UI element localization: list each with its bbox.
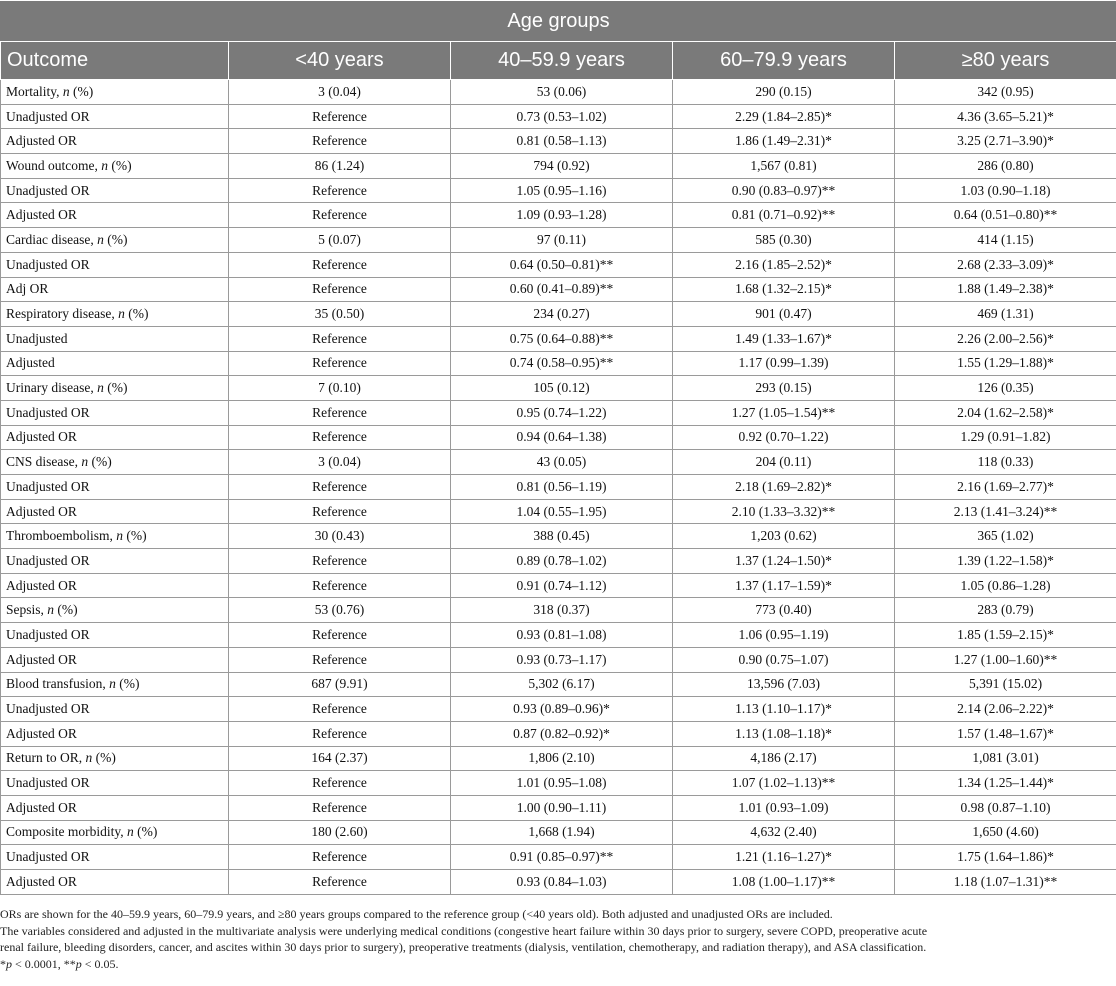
label-suffix: (%) [69,83,94,99]
label-text: Adjusted OR [6,651,77,667]
cell-group-3: 1.27 (1.05–1.54)** [673,400,895,425]
cell-group-3: 901 (0.47) [673,302,895,327]
cell-group-3: 4,186 (2.17) [673,746,895,771]
row-label [1,672,229,697]
label-text: Adjusted OR [6,799,77,815]
label-text: Unadjusted OR [6,478,90,494]
table-row [1,351,1116,376]
footnote-line: renal failure, bleeding disorders, cancer, and ascites within 30 days prior to surgery), preoperative treatments (dialysis, ventilation, chemotherapy, and radiation therapy), and ASA classification. [0,940,927,954]
cell-group-4: 2.16 (1.69–2.77)* [895,475,1116,500]
cell-group-1: 164 (2.37) [229,746,451,771]
cell-group-3: 293 (0.15) [673,376,895,401]
row-label [1,178,229,203]
cell-group-2: 1.05 (0.95–1.16) [451,178,673,203]
cell-group-2: 0.81 (0.58–1.13) [451,129,673,154]
cell-group-1: Reference [229,104,451,129]
table-row [1,425,1116,450]
cell-group-3: 1.13 (1.10–1.17)* [673,697,895,722]
cell-group-2: 0.60 (0.41–0.89)** [451,277,673,302]
cell-group-1: Reference [229,129,451,154]
cell-group-4: 2.26 (2.00–2.56)* [895,326,1116,351]
cell-group-4: 1.85 (1.59–2.15)* [895,623,1116,648]
cell-group-3: 1.08 (1.00–1.17)** [673,870,895,895]
cell-group-2: 105 (0.12) [451,376,673,401]
label-suffix: (%) [88,454,112,470]
label-text: Unadjusted [6,330,68,346]
table-row [1,277,1116,302]
cell-group-1: 86 (1.24) [229,154,451,179]
table-row [1,746,1116,771]
label-text: Return to OR, [6,750,86,766]
table-row [1,524,1116,549]
row-label [1,795,229,820]
label-suffix: (%) [115,676,140,692]
table-row [1,573,1116,598]
cell-group-1: Reference [229,178,451,203]
table-footnotes [0,906,1116,972]
cell-group-2: 234 (0.27) [451,302,673,327]
age-groups-header: Age groups [1,1,1116,42]
table-row [1,697,1116,722]
cell-group-1: Reference [229,697,451,722]
cell-group-4: 1.34 (1.25–1.44)* [895,771,1116,796]
cell-group-3: 1.01 (0.93–1.09) [673,795,895,820]
cell-group-1: Reference [229,795,451,820]
cell-group-3: 2.18 (1.69–2.82)* [673,475,895,500]
cell-group-2: 1.00 (0.90–1.11) [451,795,673,820]
cell-group-4: 1.27 (1.00–1.60)** [895,647,1116,672]
cell-group-2: 0.89 (0.78–1.02) [451,549,673,574]
cell-group-3: 1.17 (0.99–1.39) [673,351,895,376]
row-label [1,697,229,722]
row-label [1,549,229,574]
cell-group-2: 318 (0.37) [451,598,673,623]
label-suffix: (%) [123,528,147,544]
cell-group-4: 1,650 (4.60) [895,820,1116,845]
cell-group-1: Reference [229,573,451,598]
label-text: Unadjusted OR [6,849,90,865]
cell-group-2: 1.01 (0.95–1.08) [451,771,673,796]
row-label [1,647,229,672]
table-row [1,228,1116,253]
table-row [1,820,1116,845]
row-label [1,623,229,648]
label-n: n [47,602,55,618]
table-row [1,252,1116,277]
cell-group-3: 1.68 (1.32–2.15)* [673,277,895,302]
row-label [1,845,229,870]
cell-group-4: 2.13 (1.41–3.24)** [895,499,1116,524]
row-label [1,80,229,105]
column-header-row [1,42,1116,80]
table-row [1,400,1116,425]
cell-group-2: 0.93 (0.73–1.17) [451,647,673,672]
cell-group-2: 0.91 (0.74–1.12) [451,573,673,598]
cell-group-4: 126 (0.35) [895,376,1116,401]
label-text: Unadjusted OR [6,626,90,642]
cell-group-3: 1.21 (1.16–1.27)* [673,845,895,870]
cell-group-1: Reference [229,277,451,302]
table-body [1,80,1116,895]
cell-group-1: Reference [229,549,451,574]
group-header-row [1,1,1116,42]
label-text: Wound outcome, [6,157,102,173]
table-row [1,549,1116,574]
cell-group-4: 414 (1.15) [895,228,1116,253]
sig-p: p [75,956,82,971]
label-text: Unadjusted OR [6,108,90,124]
cell-group-2: 0.87 (0.82–0.92)* [451,721,673,746]
row-label [1,400,229,425]
cell-group-4: 1.03 (0.90–1.18) [895,178,1116,203]
row-label [1,771,229,796]
row-label [1,870,229,895]
label-n: n [101,157,109,173]
table-row [1,302,1116,327]
sig-mark: ** [63,956,76,971]
row-label [1,228,229,253]
cell-group-1: 35 (0.50) [229,302,451,327]
cell-group-3: 4,632 (2.40) [673,820,895,845]
cell-group-2: 0.91 (0.85–0.97)** [451,845,673,870]
cell-group-2: 97 (0.11) [451,228,673,253]
column-header-outcome: Outcome [1,42,229,80]
cell-group-2: 0.94 (0.64–1.38) [451,425,673,450]
cell-group-2: 1,668 (1.94) [451,820,673,845]
column-header-80-plus: ≥80 years [895,42,1116,80]
label-text: Unadjusted OR [6,256,90,272]
row-label [1,450,229,475]
cell-group-3: 1.37 (1.17–1.59)* [673,573,895,598]
table-row [1,721,1116,746]
cell-group-2: 43 (0.05) [451,450,673,475]
footnote-line: ORs are shown for the 40–59.9 years, 60–79.9 years, and ≥80 years groups compared to the reference group (<40 years old). Both adjusted and unadjusted ORs are included. [0,907,833,921]
sig-threshold: < 0.0001, [12,956,64,971]
row-label [1,499,229,524]
cell-group-2: 0.75 (0.64–0.88)** [451,326,673,351]
row-label [1,326,229,351]
cell-group-3: 1.13 (1.08–1.18)* [673,721,895,746]
cell-group-2: 388 (0.45) [451,524,673,549]
cell-group-3: 1.07 (1.02–1.13)** [673,771,895,796]
cell-group-1: 53 (0.76) [229,598,451,623]
row-label [1,376,229,401]
cell-group-2: 0.64 (0.50–0.81)** [451,252,673,277]
label-n: n [85,750,93,766]
row-label [1,573,229,598]
cell-group-1: 3 (0.04) [229,450,451,475]
label-suffix: (%) [124,306,149,322]
cell-group-3: 2.10 (1.33–3.32)** [673,499,895,524]
cell-group-4: 1.88 (1.49–2.38)* [895,277,1116,302]
label-n: n [127,824,134,840]
row-label [1,252,229,277]
table-row [1,154,1116,179]
label-n: n [97,231,104,247]
label-text: Composite morbidity, [6,824,127,840]
label-text: Adjusted OR [6,207,77,223]
sig-mark: * [0,956,6,971]
row-label [1,302,229,327]
cell-group-4: 469 (1.31) [895,302,1116,327]
cell-group-1: 5 (0.07) [229,228,451,253]
cell-group-4: 1.39 (1.22–1.58)* [895,549,1116,574]
row-label [1,746,229,771]
sig-p: p [6,956,12,971]
label-text: Adjusted [6,355,55,371]
cell-group-4: 0.98 (0.87–1.10) [895,795,1116,820]
cell-group-1: Reference [229,499,451,524]
cell-group-4: 118 (0.33) [895,450,1116,475]
row-label [1,277,229,302]
cell-group-1: Reference [229,252,451,277]
cell-group-2: 0.81 (0.56–1.19) [451,475,673,500]
label-text: Adj OR [6,281,49,297]
significance-note [0,956,1116,973]
label-text: Respiratory disease, [6,306,119,322]
cell-group-4: 1.57 (1.48–1.67)* [895,721,1116,746]
table-row [1,499,1116,524]
label-text: Adjusted OR [6,503,77,519]
cell-group-3: 0.90 (0.83–0.97)** [673,178,895,203]
label-n: n [109,676,116,692]
cell-group-1: Reference [229,400,451,425]
cell-group-1: Reference [229,475,451,500]
table-row [1,598,1116,623]
table-row [1,647,1116,672]
cell-group-3: 2.16 (1.85–2.52)* [673,252,895,277]
label-suffix: (%) [103,231,128,247]
cell-group-2: 0.74 (0.58–0.95)** [451,351,673,376]
cell-group-4: 0.64 (0.51–0.80)** [895,203,1116,228]
cell-group-4: 1,081 (3.01) [895,746,1116,771]
cell-group-2: 0.73 (0.53–1.02) [451,104,673,129]
label-text: Adjusted OR [6,429,77,445]
cell-group-4: 5,391 (15.02) [895,672,1116,697]
row-label [1,425,229,450]
label-text: Urinary disease, [6,380,98,396]
cell-group-1: Reference [229,623,451,648]
cell-group-4: 4.36 (3.65–5.21)* [895,104,1116,129]
cell-group-1: Reference [229,203,451,228]
table-row [1,80,1116,105]
row-label [1,524,229,549]
row-label [1,129,229,154]
table-row [1,104,1116,129]
cell-group-3: 585 (0.30) [673,228,895,253]
cell-group-4: 2.68 (2.33–3.09)* [895,252,1116,277]
column-header-60-79: 60–79.9 years [673,42,895,80]
cell-group-4: 286 (0.80) [895,154,1116,179]
cell-group-3: 773 (0.40) [673,598,895,623]
cell-group-3: 0.90 (0.75–1.07) [673,647,895,672]
table-row [1,623,1116,648]
row-label [1,721,229,746]
label-text: Adjusted OR [6,873,77,889]
cell-group-4: 1.75 (1.64–1.86)* [895,845,1116,870]
label-text: Unadjusted OR [6,552,90,568]
table-row [1,870,1116,895]
cell-group-4: 1.55 (1.29–1.88)* [895,351,1116,376]
cell-group-2: 53 (0.06) [451,80,673,105]
cell-group-1: Reference [229,326,451,351]
table-row [1,845,1116,870]
cell-group-3: 290 (0.15) [673,80,895,105]
cell-group-3: 1.06 (0.95–1.19) [673,623,895,648]
table-row [1,771,1116,796]
table-row [1,450,1116,475]
cell-group-2: 1.04 (0.55–1.95) [451,499,673,524]
cell-group-3: 2.29 (1.84–2.85)* [673,104,895,129]
cell-group-1: 3 (0.04) [229,80,451,105]
label-text: Thromboembolism, [6,528,117,544]
label-text: Mortality, [6,83,63,99]
label-text: Unadjusted OR [6,775,90,791]
cell-group-3: 0.92 (0.70–1.22) [673,425,895,450]
cell-group-3: 1,567 (0.81) [673,154,895,179]
label-text: Unadjusted OR [6,701,90,717]
row-label [1,154,229,179]
table-row [1,376,1116,401]
cell-group-1: 30 (0.43) [229,524,451,549]
table-row [1,672,1116,697]
cell-group-3: 13,596 (7.03) [673,672,895,697]
cell-group-2: 0.93 (0.89–0.96)* [451,697,673,722]
label-suffix: (%) [103,380,128,396]
cell-group-1: Reference [229,870,451,895]
cell-group-1: Reference [229,351,451,376]
cell-group-1: 180 (2.60) [229,820,451,845]
cell-group-2: 0.93 (0.81–1.08) [451,623,673,648]
cell-group-4: 365 (1.02) [895,524,1116,549]
cell-group-1: Reference [229,425,451,450]
label-text: Cardiac disease, [6,231,98,247]
cell-group-2: 794 (0.92) [451,154,673,179]
label-text: CNS disease, [6,454,82,470]
cell-group-4: 1.29 (0.91–1.82) [895,425,1116,450]
label-text: Adjusted OR [6,725,77,741]
label-text: Blood transfusion, [6,676,110,692]
cell-group-4: 2.04 (1.62–2.58)* [895,400,1116,425]
table-row [1,203,1116,228]
label-text: Adjusted OR [6,133,77,149]
row-label [1,598,229,623]
cell-group-3: 204 (0.11) [673,450,895,475]
label-n: n [81,454,89,470]
row-label [1,475,229,500]
cell-group-2: 0.93 (0.84–1.03) [451,870,673,895]
cell-group-2: 1.09 (0.93–1.28) [451,203,673,228]
label-suffix: (%) [54,602,78,618]
label-n: n [118,306,125,322]
cell-group-3: 1.86 (1.49–2.31)* [673,129,895,154]
cell-group-3: 1.49 (1.33–1.67)* [673,326,895,351]
table-row [1,178,1116,203]
row-label [1,820,229,845]
row-label [1,351,229,376]
cell-group-4: 1.05 (0.86–1.28) [895,573,1116,598]
cell-group-4: 2.14 (2.06–2.22)* [895,697,1116,722]
label-text: Unadjusted OR [6,182,90,198]
cell-group-1: Reference [229,647,451,672]
cell-group-1: 7 (0.10) [229,376,451,401]
cell-group-3: 1,203 (0.62) [673,524,895,549]
cell-group-1: Reference [229,721,451,746]
cell-group-4: 283 (0.79) [895,598,1116,623]
table-row [1,475,1116,500]
table-row [1,795,1116,820]
cell-group-1: Reference [229,771,451,796]
cell-group-4: 1.18 (1.07–1.31)** [895,870,1116,895]
label-suffix: (%) [108,157,132,173]
label-n: n [62,83,70,99]
cell-group-2: 0.95 (0.74–1.22) [451,400,673,425]
label-n: n [97,380,104,396]
cell-group-3: 0.81 (0.71–0.92)** [673,203,895,228]
cell-group-2: 5,302 (6.17) [451,672,673,697]
table-row [1,326,1116,351]
label-suffix: (%) [92,750,116,766]
sig-threshold: < 0.05. [81,956,119,971]
label-text: Unadjusted OR [6,404,90,420]
cell-group-1: Reference [229,845,451,870]
label-text: Sepsis, [6,602,48,618]
column-header-under-40: <40 years [229,42,451,80]
row-label [1,203,229,228]
label-n: n [116,528,123,544]
cell-group-4: 342 (0.95) [895,80,1116,105]
cell-group-1: 687 (9.91) [229,672,451,697]
label-text: Adjusted OR [6,577,77,593]
cell-group-4: 3.25 (2.71–3.90)* [895,129,1116,154]
row-label [1,104,229,129]
label-suffix: (%) [133,824,158,840]
footnote-line: The variables considered and adjusted in the multivariate analysis were underlying medical conditions (congestive heart failure within 30 days prior to surgery, severe COPD, preoperative acute [0,923,928,938]
cell-group-2: 1,806 (2.10) [451,746,673,771]
table-row [1,129,1116,154]
cell-group-3: 1.37 (1.24–1.50)* [673,549,895,574]
column-header-40-59: 40–59.9 years [451,42,673,80]
